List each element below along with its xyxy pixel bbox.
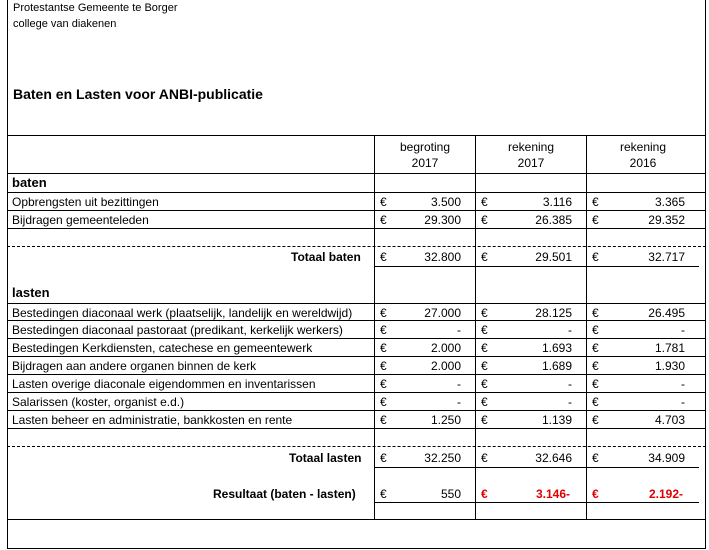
value-cell: € - bbox=[592, 323, 685, 337]
row-rule bbox=[7, 374, 706, 375]
col-header-begroting-2017: begroting 2017 bbox=[399, 140, 451, 170]
total-lasten-label: Totaal lasten bbox=[289, 451, 362, 465]
value-cell: € 26.495 bbox=[592, 306, 685, 320]
euro-sign: € bbox=[592, 413, 599, 427]
euro-sign: € bbox=[481, 395, 488, 409]
row-rule bbox=[375, 467, 699, 468]
value-cell: € 29.352 bbox=[592, 213, 685, 227]
total-cell: € 34.909 bbox=[592, 451, 685, 465]
row-label-diaconaal-pastoraat: Bestedingen diaconaal pastoraat (predikant, kerkelijk werkers) bbox=[12, 323, 343, 337]
euro-sign: € bbox=[592, 195, 599, 209]
total-cell: € 32.717 bbox=[592, 250, 685, 264]
value-cell: € - bbox=[481, 395, 572, 409]
euro-sign: € bbox=[380, 341, 387, 355]
euro-sign: € bbox=[481, 323, 488, 337]
row-label-beheer: Lasten beheer en administratie, bankkosten en rente bbox=[12, 413, 293, 427]
euro-sign: € bbox=[380, 323, 387, 337]
value-cell: € 1.693 bbox=[481, 341, 572, 355]
value-cell: € - bbox=[481, 323, 572, 337]
result-label: Resultaat (baten - lasten) bbox=[213, 487, 356, 501]
row-rule bbox=[7, 210, 706, 211]
euro-sign: € bbox=[380, 306, 387, 320]
row-label-diaconaal-werk: Bestedingen diaconaal werk (plaatselijk, landelijk en wereldwijd) bbox=[12, 306, 353, 320]
row-rule bbox=[7, 320, 706, 321]
total-cell: € 32.800 bbox=[380, 250, 461, 264]
value-cell: € - bbox=[481, 377, 572, 391]
euro-sign: € bbox=[380, 487, 387, 501]
value-cell: € - bbox=[592, 395, 685, 409]
table-top-rule bbox=[7, 135, 706, 136]
row-rule bbox=[7, 228, 706, 229]
value-cell: € 3.365 bbox=[592, 195, 685, 209]
col-header-rekening-2016: rekening 2016 bbox=[619, 140, 667, 170]
euro-sign: € bbox=[380, 377, 387, 391]
header-rule bbox=[7, 173, 706, 174]
euro-sign: € bbox=[592, 323, 599, 337]
lasten-heading: lasten bbox=[12, 285, 50, 300]
total-cell: € 32.646 bbox=[481, 451, 572, 465]
value-cell: € 3.500 bbox=[380, 195, 461, 209]
euro-sign: € bbox=[481, 487, 488, 501]
row-label-bijdragen-gemeenteleden: Bijdragen gemeenteleden bbox=[12, 213, 149, 227]
euro-sign: € bbox=[380, 195, 387, 209]
value-cell: € 1.250 bbox=[380, 413, 461, 427]
euro-sign: € bbox=[481, 250, 488, 264]
row-label-salarissen: Salarissen (koster, organist e.d.) bbox=[12, 395, 185, 409]
dashed-rule bbox=[7, 446, 706, 447]
row-rule bbox=[375, 266, 699, 267]
row-rule bbox=[7, 428, 706, 429]
total-cell: € 29.501 bbox=[481, 250, 572, 264]
column-divider bbox=[374, 135, 375, 519]
euro-sign: € bbox=[592, 341, 599, 355]
euro-sign: € bbox=[592, 395, 599, 409]
value-cell: € 28.125 bbox=[481, 306, 572, 320]
value-cell: € - bbox=[380, 377, 461, 391]
row-rule bbox=[7, 303, 706, 304]
euro-sign: € bbox=[481, 195, 488, 209]
total-cell: € 32.250 bbox=[380, 451, 461, 465]
row-label-bijdragen-organen: Bijdragen aan andere organen binnen de kerk bbox=[12, 359, 257, 373]
euro-sign: € bbox=[481, 341, 488, 355]
value-cell: € 4.703 bbox=[592, 413, 685, 427]
value-cell: € 1.781 bbox=[592, 341, 685, 355]
value-cell: € 1.689 bbox=[481, 359, 572, 373]
euro-sign: € bbox=[592, 359, 599, 373]
org-name: Protestantse Gemeente te Borger bbox=[13, 2, 178, 14]
euro-sign: € bbox=[380, 359, 387, 373]
row-rule bbox=[7, 356, 706, 357]
row-label-opbrengsten: Opbrengsten uit bezittingen bbox=[12, 195, 159, 209]
euro-sign: € bbox=[592, 487, 599, 501]
euro-sign: € bbox=[380, 213, 387, 227]
euro-sign: € bbox=[380, 451, 387, 465]
row-rule bbox=[7, 338, 706, 339]
value-cell: € 1.930 bbox=[592, 359, 685, 373]
result-cell-negative: € 2.192- bbox=[592, 487, 683, 501]
euro-sign: € bbox=[380, 250, 387, 264]
value-cell: € - bbox=[380, 323, 461, 337]
value-cell: € 27.000 bbox=[380, 306, 461, 320]
value-cell: € 1.139 bbox=[481, 413, 572, 427]
euro-sign: € bbox=[481, 413, 488, 427]
euro-sign: € bbox=[481, 359, 488, 373]
dashed-rule bbox=[7, 246, 706, 247]
euro-sign: € bbox=[481, 306, 488, 320]
euro-sign: € bbox=[592, 451, 599, 465]
col-header-rekening-2017: rekening 2017 bbox=[507, 140, 555, 170]
result-cell-negative: € 3.146- bbox=[481, 487, 570, 501]
euro-sign: € bbox=[481, 213, 488, 227]
value-cell: € 3.116 bbox=[481, 195, 572, 209]
euro-sign: € bbox=[592, 306, 599, 320]
baten-heading: baten bbox=[12, 175, 47, 190]
value-cell: € 26.385 bbox=[481, 213, 572, 227]
row-rule bbox=[7, 392, 706, 393]
result-cell: € 550 bbox=[380, 487, 461, 501]
euro-sign: € bbox=[592, 377, 599, 391]
column-divider bbox=[586, 135, 587, 519]
total-baten-label: Totaal baten bbox=[291, 250, 361, 264]
table-bottom-rule bbox=[7, 519, 706, 520]
value-cell: € 2.000 bbox=[380, 341, 461, 355]
value-cell: € - bbox=[592, 377, 685, 391]
value-cell: € 2.000 bbox=[380, 359, 461, 373]
euro-sign: € bbox=[380, 413, 387, 427]
euro-sign: € bbox=[592, 250, 599, 264]
euro-sign: € bbox=[481, 451, 488, 465]
page-title: Baten en Lasten voor ANBI-publicatie bbox=[13, 86, 263, 102]
college-name: college van diakenen bbox=[13, 18, 117, 30]
row-rule bbox=[7, 410, 706, 411]
value-cell: € - bbox=[380, 395, 461, 409]
row-rule bbox=[375, 502, 699, 503]
column-divider bbox=[475, 135, 476, 519]
euro-sign: € bbox=[380, 395, 387, 409]
euro-sign: € bbox=[481, 377, 488, 391]
euro-sign: € bbox=[592, 213, 599, 227]
row-rule bbox=[7, 192, 706, 193]
row-label-overige-eigendommen: Lasten overige diaconale eigendommen en inventarissen bbox=[12, 377, 316, 391]
value-cell: € 29.300 bbox=[380, 213, 461, 227]
row-label-kerkdiensten: Bestedingen Kerkdiensten, catechese en gemeentewerk bbox=[12, 341, 313, 355]
